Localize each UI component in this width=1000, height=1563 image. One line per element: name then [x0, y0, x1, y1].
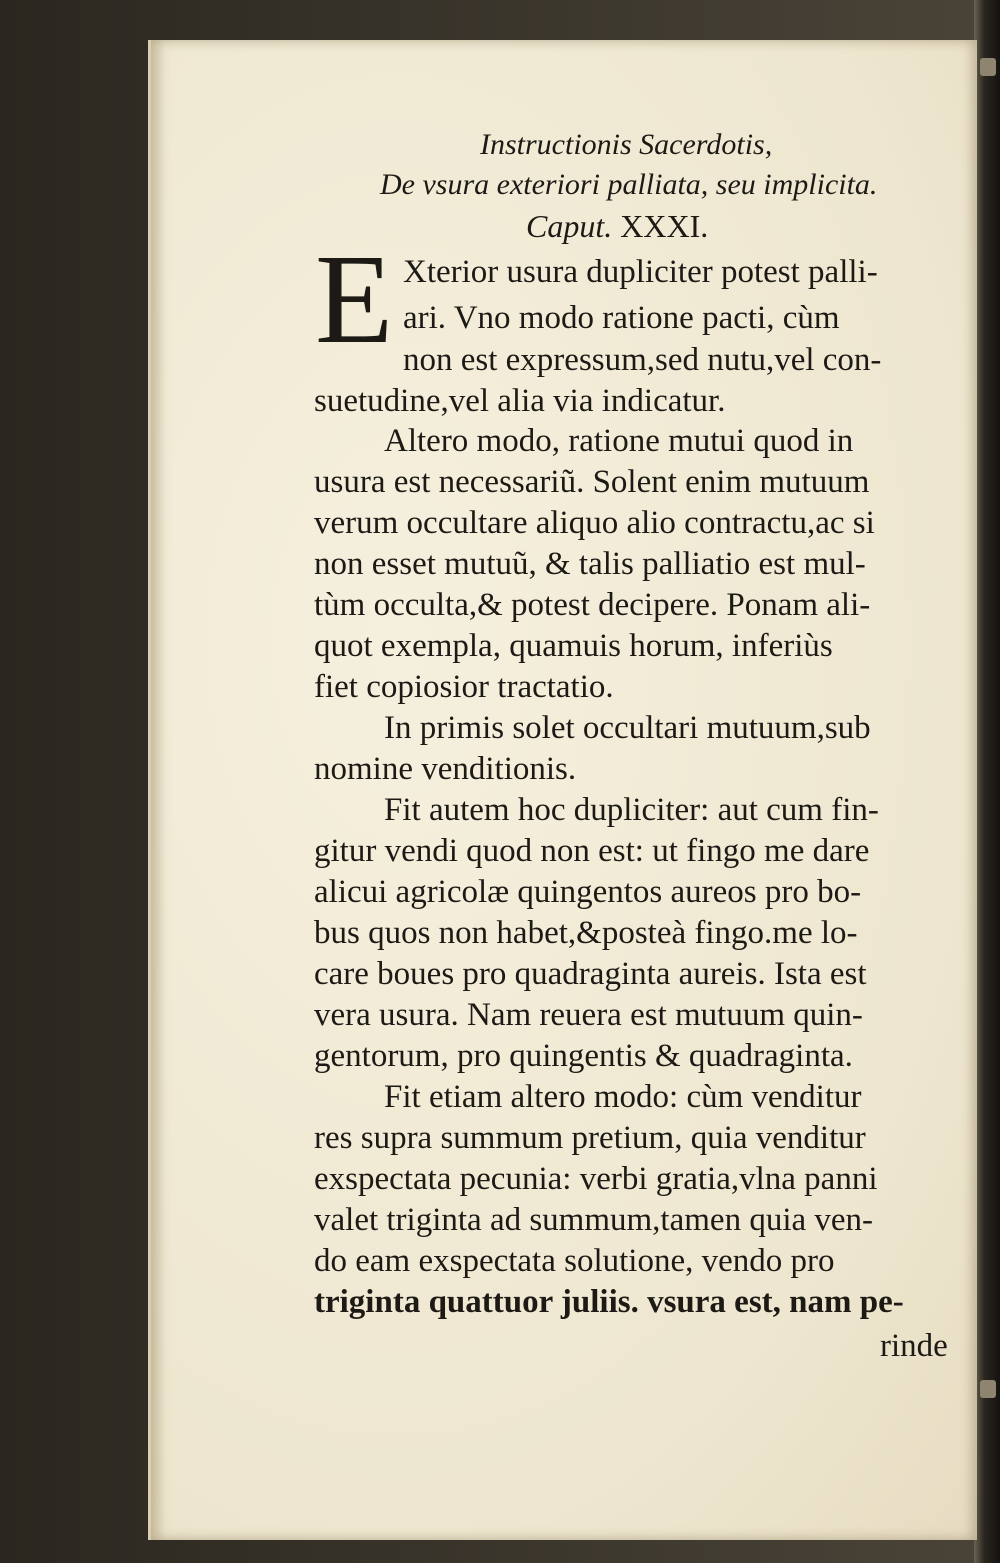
- text-line: alicui agricolæ quingentos aureos pro bo-: [314, 874, 862, 910]
- text-line: tùm occulta,& potest decipere. Ponam ali-: [314, 587, 871, 623]
- text-line: non esset mutuũ, & talis palliatio est mul-: [314, 546, 866, 582]
- chapter-label: Caput.: [526, 208, 613, 244]
- text-line: gentorum, pro quingentis & quadraginta.: [314, 1038, 853, 1074]
- text-line: triginta quattuor juliis. vsura est, nam pe-: [314, 1284, 904, 1320]
- text-line: usura est necessariũ. Solent enim mutuum: [314, 464, 870, 500]
- text-line: Fit etiam altero modo: cùm venditur: [384, 1079, 862, 1115]
- text-line: fiet copiosior tractatio.: [314, 669, 614, 705]
- text-line: Fit autem hoc dupliciter: aut cum fin-: [384, 792, 879, 828]
- drop-cap: E: [315, 228, 394, 370]
- text-line: non est expressum,sed nutu,vel con-: [403, 342, 882, 378]
- text-line: valet triginta ad summum,tamen quia ven-: [314, 1202, 874, 1238]
- text-line: suetudine,vel alia via indicatur.: [314, 383, 726, 419]
- text-line: quot exempla, quamuis horum, inferiùs: [314, 628, 833, 664]
- chapter-number: XXXI.: [620, 208, 709, 244]
- text-line: bus quos non habet,&posteà fingo.me lo-: [314, 915, 858, 951]
- chapter-title: De vsura exteriori palliata, seu implicita.: [380, 168, 878, 201]
- text-line: do eam exspectata solutione, vendo pro: [314, 1243, 835, 1279]
- text-line: ari. Vno modo ratione pacti, cùm: [403, 300, 840, 336]
- text-line: verum occultare aliquo alio contractu,ac si: [314, 505, 875, 541]
- text-line: nomine venditionis.: [314, 751, 577, 787]
- catchword: rinde: [880, 1328, 948, 1364]
- text-line: Altero modo, ratione mutui quod in: [384, 423, 854, 459]
- running-head: Instructionis Sacerdotis,: [480, 128, 773, 161]
- text-line: gitur vendi quod non est: ut fingo me dare: [314, 833, 870, 869]
- text-line: exspectata pecunia: verbi gratia,vlna panni: [314, 1161, 878, 1197]
- text-line: res supra summum pretium, quia venditur: [314, 1120, 866, 1156]
- chapter-heading: [526, 208, 708, 245]
- text-line: care boues pro quadraginta aureis. Ista est: [314, 956, 867, 992]
- text-line: In primis solet occultari mutuum,sub: [384, 710, 871, 746]
- text-line: Xterior usura dupliciter potest palli-: [403, 254, 878, 290]
- text-line: vera usura. Nam reuera est mutuum quin-: [314, 997, 863, 1033]
